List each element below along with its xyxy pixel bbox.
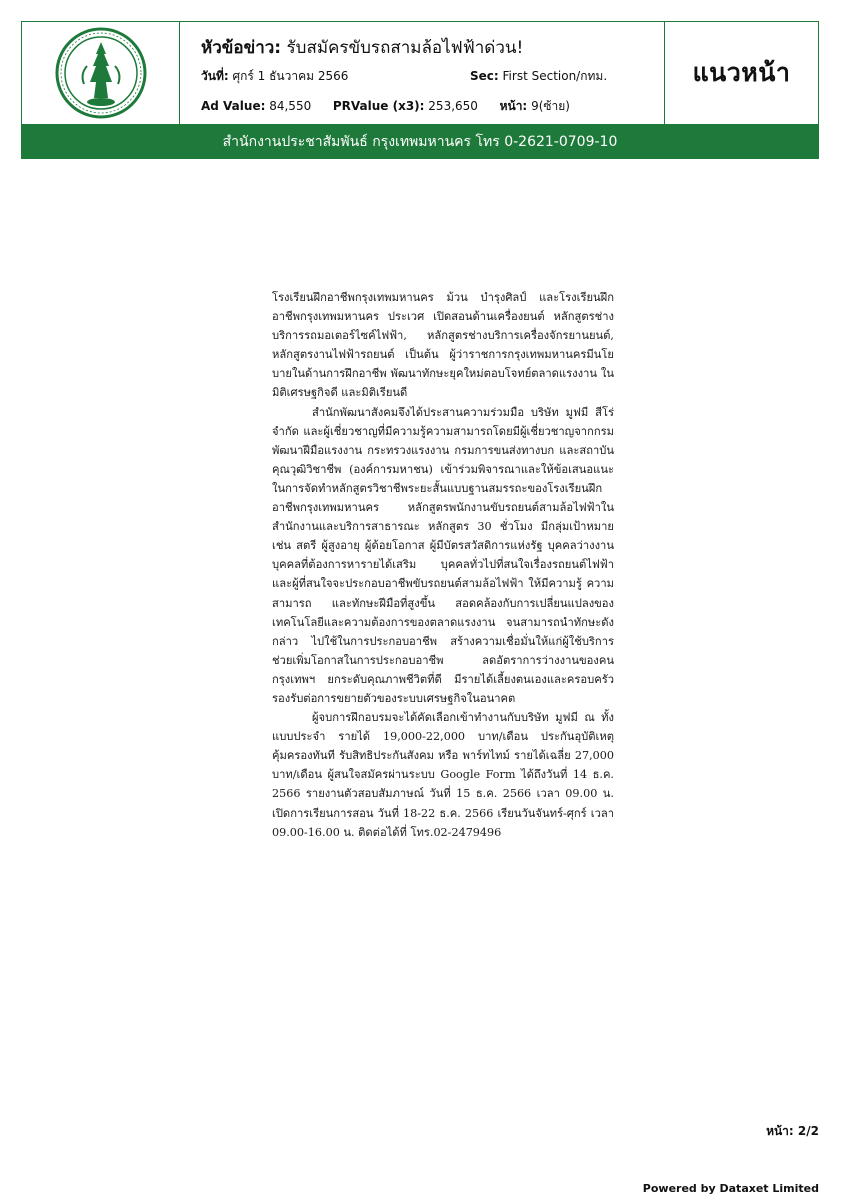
sec-label: Sec:	[470, 69, 499, 83]
article-paragraph: ผู้จบการฝึกอบรมจะได้คัดเลือกเข้าทำงานกับบริษัท มูฟมี ณ ทั้งแบบประจำ รายได้ 19,000-22,000 บาท/เดือน ประกันอุบัติเหตุคุ้มครองทันที รับสิทธิประกันสังคม หรือ พาร์ทไทม์ รายได้เฉลี่ย 27,000 บาท/เดือน ผู้สนใจสมัครผ่านระบบ Google Form ได้ถึงวันที่ 14 ธ.ค. 2566 รายงานตัวสอบสัมภาษณ์ วันที่ 15 ธ.ค. 2566 เวลา 09.00 น. เปิดการเรียนการสอน วันที่ 18-22 ธ.ค. 2566 เรียนวันจันทร์-ศุกร์ เวลา 09.00-16.00 น. ติดต่อได้ที่ โทร.02-2479496	[272, 711, 614, 839]
publication-cell	[665, 22, 818, 124]
page-label: หน้า:	[499, 99, 528, 113]
office-banner	[21, 125, 819, 159]
article-paragraph: สำนักพัฒนาสังคมจึงได้ประสานความร่วมมือ บริษัท มูฟมี สีโร่ จำกัด และผู้เชี่ยวชาญที่มีความรู้ความสามารถโดยมีผู้เชี่ยวชาญจากกรมพัฒนาฝีมือแรงงาน กระทรวงแรงงาน กรมการขนส่งทางบก และสถาบันคุณวุฒิวิชาชีพ (องค์การมหาชน) เข้าร่วมพิจารณาและให้ข้อเสนอแนะในการจัดทำหลักสูตรวิชาชีพระยะสั้นแบบฐานสมรรถะของโรงเรียนฝึกอาชีพกรุงเทพมหานคร หลักสูตรพนักงานขับรถยนต์สามล้อไฟฟ้าในสำนักงานและบริการสาธารณะ หลักสูตร 30 ชั่วโมง มีกลุ่มเป้าหมาย เช่น สตรี ผู้สูงอายุ ผู้ด้อยโอกาส ผู้มีบัตรสวัสดิการแห่งรัฐ บุคคลว่างงาน บุคคลที่ต้องการหารายได้เสริม บุคคลทั่วไปที่สนใจเรื่องรถยนต์ไฟฟ้า และผู้ที่สนใจจะประกอบอาชีพขับรถยนต์สามล้อไฟฟ้า ให้มีความรู้ ความสามารถ และทักษะฝีมือที่สูงขึ้น สอดคล้องกับการเปลี่ยนแปลงของเทคโนโลยีและความต้องการของตลาดแรงงาน จนสามารถนำทักษะดังกล่าว ไปใช้ในการประกอบอาชีพ สร้างความเชื่อมั่นให้แก่ผู้ใช้บริการ ช่วยเพิ่มโอกาสในการประกอบอาชีพ ลดอัตราการว่างงานของคนกรุงเทพฯ ยกระดับคุณภาพชีวิตที่ดี มีรายได้เลี้ยงตนเองและครอบครัว รองรับต่อการขยายตัวของระบบเศรษฐกิจในอนาคต	[272, 405, 614, 705]
publication-name: แนวหน้า	[692, 58, 791, 87]
headline: รับสมัครขับรถสามล้อไฟฟ้าด่วน!	[286, 38, 524, 58]
date-label: วันที่:	[201, 69, 229, 83]
value-row	[201, 97, 570, 116]
page-value: 9(ซ้าย)	[531, 99, 570, 113]
bangkok-seal-icon	[54, 26, 148, 120]
logo-cell	[22, 22, 180, 124]
ad-value: 84,550	[269, 99, 312, 113]
page-number-value: 2/2	[797, 1124, 819, 1138]
date-value: ศุกร์ 1 ธันวาคม 2566	[232, 69, 349, 83]
clipping-info	[180, 22, 665, 124]
page-number	[766, 1122, 819, 1141]
date-row	[201, 67, 348, 86]
article-paragraph: โรงเรียนฝึกอาชีพกรุงเทพมหานคร ม้วน บำรุงศิลป์ และโรงเรียนฝึกอาชีพกรุงเทพมหานคร ประเวศ เปิดสอนด้านเครื่องยนต์ หลักสูตรช่างบริการรถมอเตอร์ไซค์ไฟฟ้า, หลักสูตรช่างบริการเครื่องจักรยานยนต์, หลักสูตรงานไฟฟ้ารถยนต์ เป็นต้น ผู้ว่าราชการกรุงเทพมหานครมีนโยบายในด้านการฝึกอาชีพ พัฒนาทักษะยุคใหม่ตอบโจทย์ตลาดแรงงาน ในมิติเศรษฐกิจดี และมิติเรียนดี	[272, 291, 614, 400]
sec-value: First Section/กทม.	[502, 69, 608, 83]
pr-value: 253,650	[428, 99, 478, 113]
ad-value-label: Ad Value:	[201, 99, 266, 113]
headline-label: หัวข้อข่าว:	[201, 38, 282, 58]
article-body	[272, 288, 614, 842]
headline-row	[201, 34, 523, 61]
pr-value-label: PRValue (x3):	[332, 99, 425, 113]
page-number-label: หน้า:	[766, 1124, 794, 1138]
office-banner-text: สำนักงานประชาสัมพันธ์ กรุงเทพมหานคร โทร 0-2621-0709-10	[222, 134, 618, 150]
clipping-header	[21, 21, 819, 125]
powered-by: Powered by Dataxet Limited	[642, 1182, 819, 1195]
section-row	[470, 67, 607, 86]
